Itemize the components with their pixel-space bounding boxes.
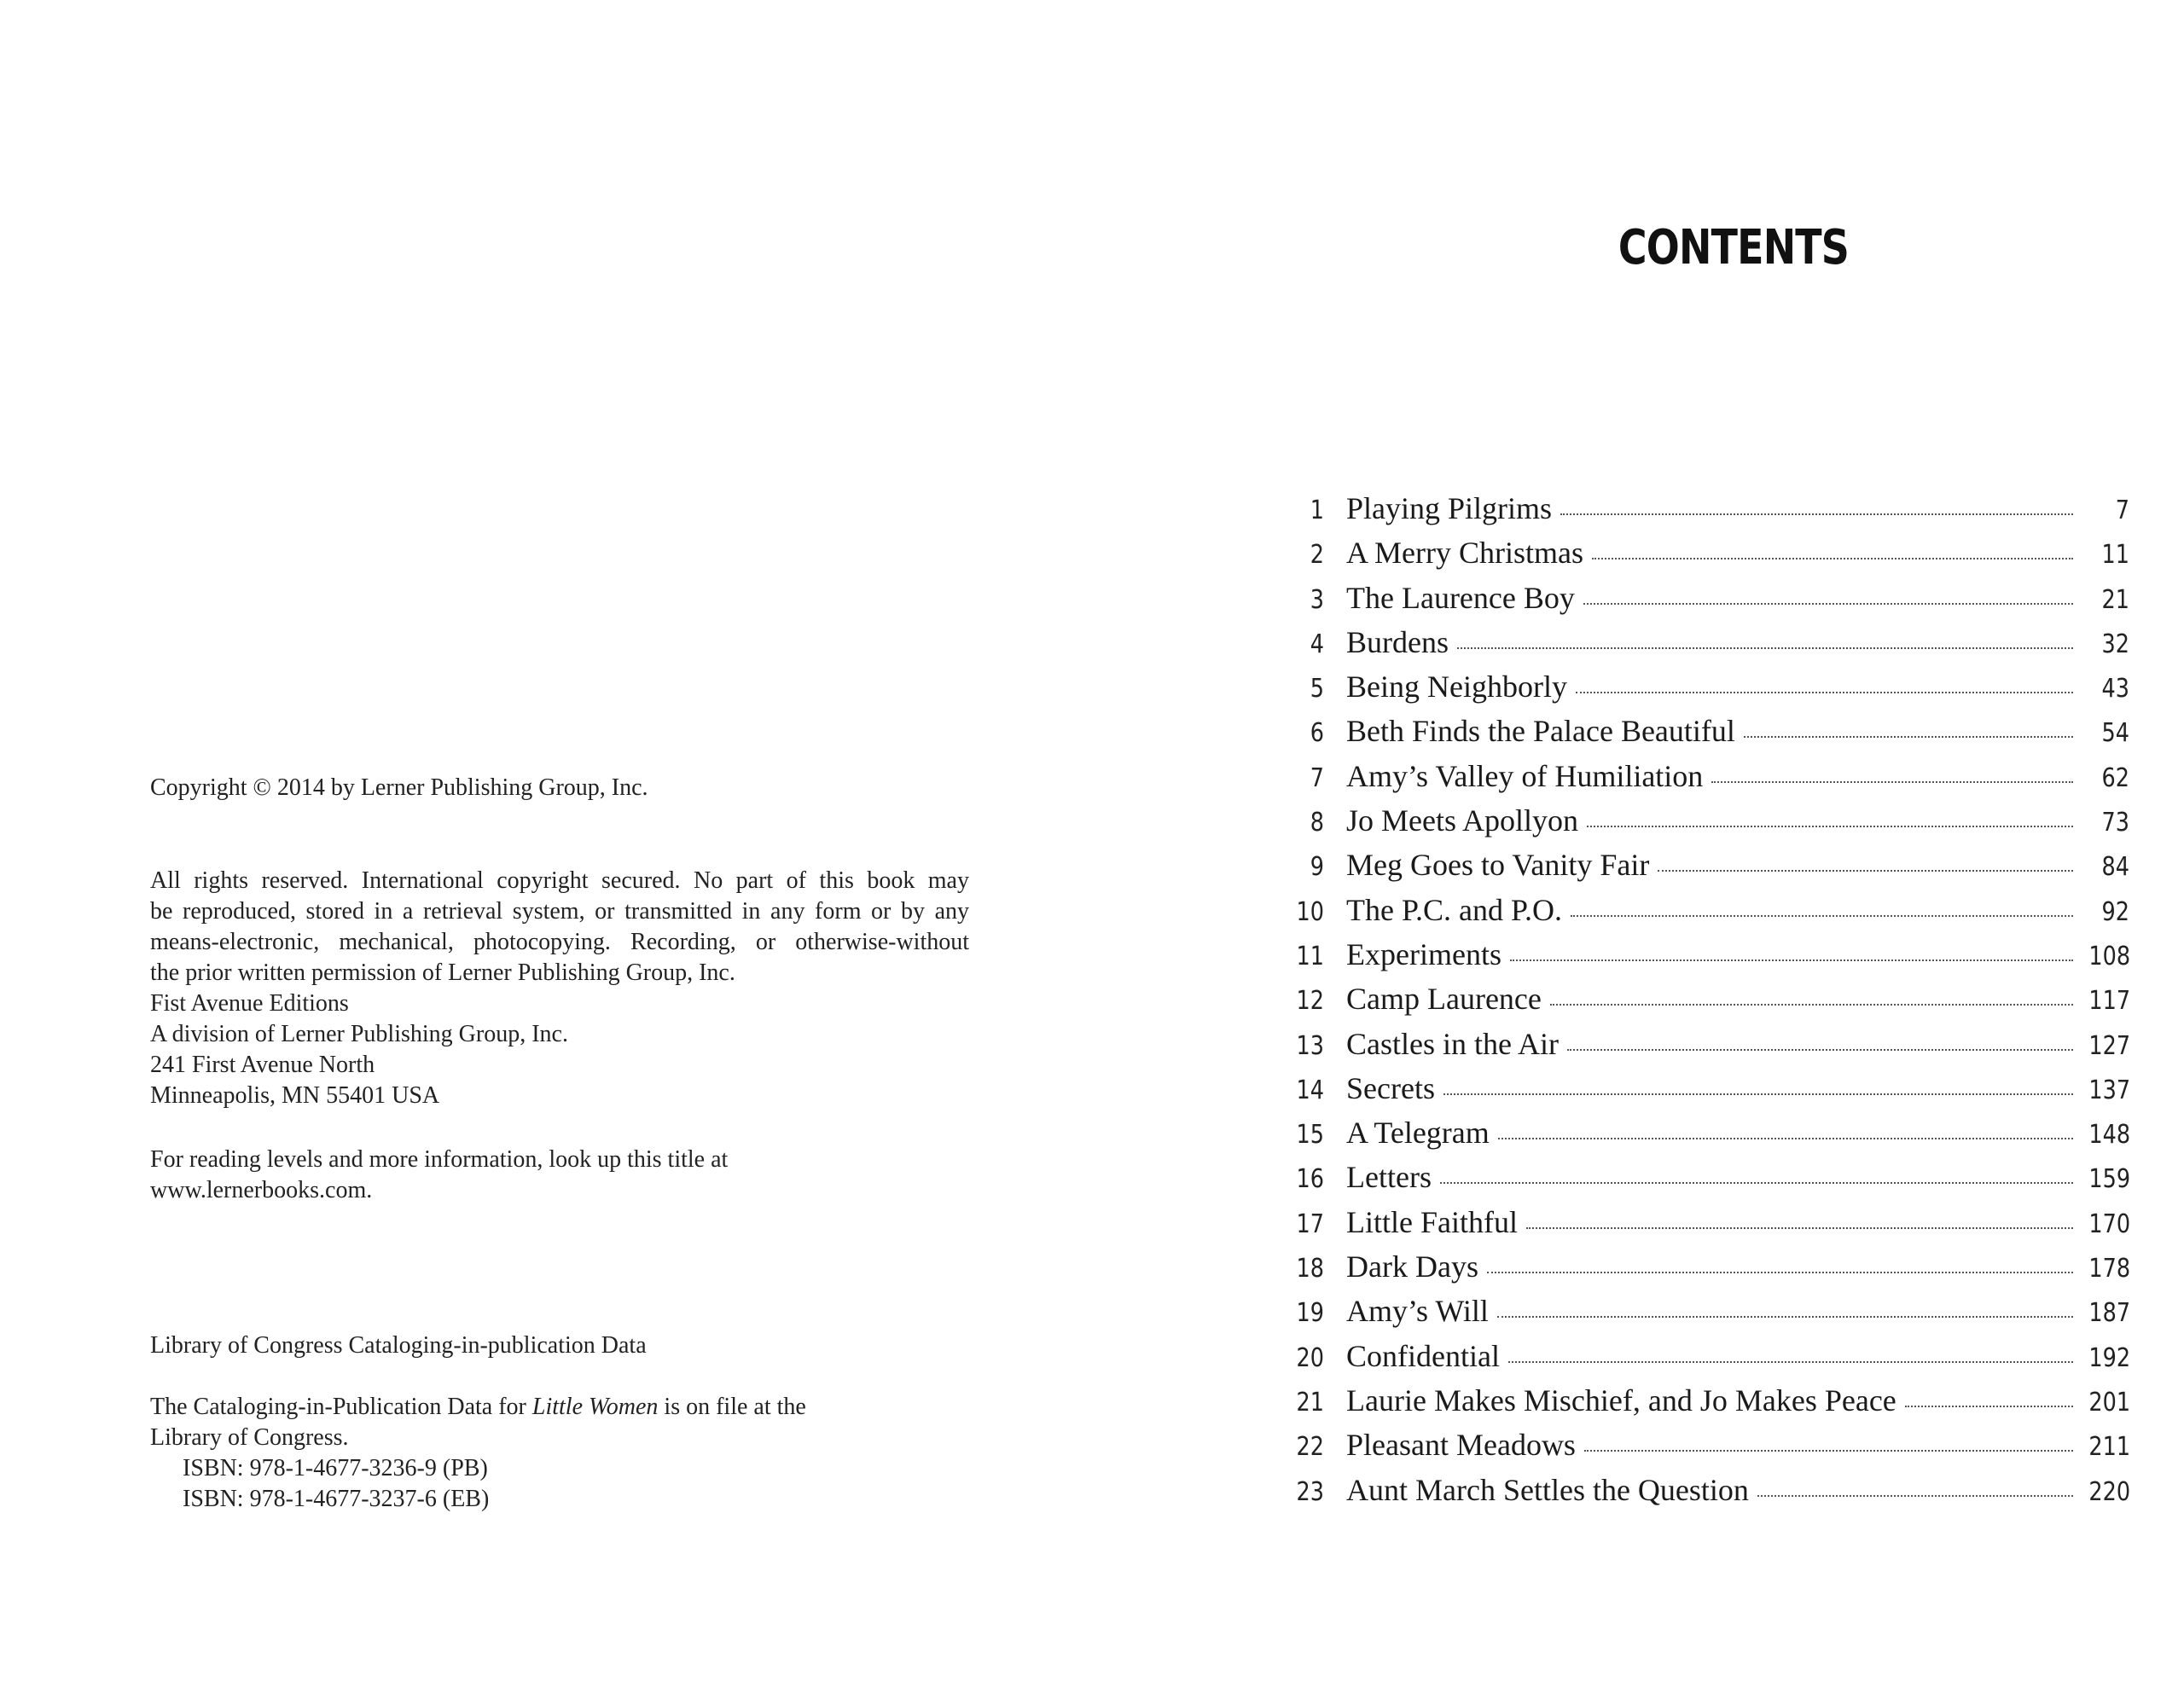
chapter-title[interactable]: Confidential — [1346, 1338, 1500, 1373]
dot-leader — [1571, 913, 2073, 917]
dot-leader — [1497, 1313, 2073, 1318]
toc-entry[interactable] — [1276, 624, 2129, 669]
page-number: 192 — [2088, 1342, 2131, 1373]
chapter-number: 15 — [1296, 1120, 1324, 1151]
toc-entry[interactable] — [1276, 1249, 2129, 1293]
chapter-title[interactable]: Letters — [1346, 1160, 1432, 1195]
page-number: 62 — [2101, 762, 2129, 793]
cip-heading-text: Library of Congress Cataloging-in-publication Data — [150, 1332, 647, 1359]
publisher-division: A division of Lerner Publishing Group, Inc. — [150, 1021, 568, 1047]
chapter-number: 13 — [1296, 1030, 1324, 1061]
toc-entry[interactable] — [1276, 1383, 2129, 1427]
chapter-number: 22 — [1296, 1432, 1324, 1463]
contents-heading: CONTENTS — [1618, 220, 1850, 275]
dot-leader — [1757, 1493, 2073, 1497]
page-number: 178 — [2088, 1254, 2131, 1284]
chapter-number: 1 — [1310, 496, 1324, 525]
page-number: 201 — [2088, 1387, 2131, 1417]
chapter-number: 12 — [1296, 986, 1324, 1017]
chapter-number: 8 — [1310, 808, 1324, 838]
dot-leader — [1560, 511, 2073, 515]
toc-entry[interactable] — [1276, 1204, 2129, 1249]
dot-leader — [1905, 1403, 2073, 1407]
chapter-number: 9 — [1310, 852, 1324, 883]
dot-leader — [1583, 600, 2073, 605]
chapter-title[interactable]: Aunt March Settles the Question — [1346, 1472, 1749, 1507]
chapter-number: 17 — [1296, 1209, 1324, 1239]
chapter-title[interactable]: Beth Finds the Palace Beautiful — [1346, 714, 1735, 749]
chapter-title[interactable]: Playing Pilgrims — [1346, 491, 1553, 525]
chapter-number: 5 — [1310, 674, 1324, 704]
chapter-number: 4 — [1310, 629, 1324, 659]
cip-book-title: Little Women — [531, 1394, 659, 1420]
toc-entry[interactable] — [1276, 803, 2129, 847]
toc-entry[interactable] — [1276, 981, 2129, 1025]
chapter-number: 3 — [1310, 584, 1324, 615]
chapter-title[interactable]: Amy’s Will — [1346, 1294, 1489, 1329]
publisher-website: www.lernerbooks.com. — [150, 1177, 373, 1203]
toc-entry[interactable] — [1276, 847, 2129, 891]
publisher-city: Minneapolis, MN 55401 USA — [150, 1082, 440, 1109]
page-number: 7 — [2115, 496, 2129, 525]
chapter-title[interactable]: Secrets — [1346, 1070, 1435, 1105]
toc-entry[interactable] — [1276, 1427, 2129, 1471]
chapter-number: 14 — [1296, 1075, 1324, 1105]
toc-entry[interactable] — [1276, 1026, 2129, 1070]
toc-entry[interactable] — [1276, 669, 2129, 713]
chapter-title[interactable]: Castles in the Air — [1346, 1026, 1559, 1061]
page-number: 43 — [2101, 674, 2129, 704]
page-number: 127 — [2088, 1030, 2131, 1061]
chapter-title[interactable]: Meg Goes to Vanity Fair — [1346, 848, 1650, 883]
toc-entry[interactable] — [1276, 1293, 2129, 1337]
page-number: 187 — [2088, 1298, 2131, 1329]
dot-leader — [1584, 1447, 2073, 1452]
dot-leader — [1576, 689, 2073, 693]
chapter-number: 7 — [1310, 762, 1324, 793]
chapter-title[interactable]: Laurie Makes Mischief, and Jo Makes Peace — [1346, 1383, 1896, 1417]
toc-entry[interactable] — [1276, 1159, 2129, 1203]
cip-line-1 — [150, 1392, 969, 1423]
publisher-street: 241 First Avenue North — [150, 1052, 375, 1078]
dot-leader — [1567, 1046, 2073, 1051]
chapter-number: 19 — [1296, 1298, 1324, 1329]
page-number: 108 — [2088, 941, 2131, 971]
rights-line: the prior written permission of Lerner Publishing Group, Inc. — [150, 959, 735, 986]
chapter-title[interactable]: A Telegram — [1346, 1116, 1490, 1151]
toc-entry[interactable] — [1276, 1070, 2129, 1115]
chapter-title[interactable]: Dark Days — [1346, 1249, 1478, 1284]
rights-line: All rights reserved. International copyright secured. No part of this book may — [150, 867, 969, 894]
page-number: 211 — [2088, 1432, 2131, 1463]
chapter-title[interactable]: The P.C. and P.O. — [1346, 892, 1563, 927]
dot-leader — [1487, 1269, 2073, 1273]
page-number: 32 — [2101, 629, 2129, 659]
chapter-number: 6 — [1310, 718, 1324, 749]
page-number: 137 — [2088, 1075, 2131, 1105]
table-of-contents — [1276, 490, 2129, 1516]
page-number: 170 — [2088, 1209, 2131, 1239]
page-number: 11 — [2101, 540, 2129, 571]
dot-leader — [1443, 1091, 2073, 1095]
dot-leader — [1592, 555, 2073, 559]
dot-leader — [1587, 823, 2073, 827]
dot-leader — [1658, 867, 2073, 872]
cip-heading — [150, 1330, 969, 1361]
chapter-number: 16 — [1296, 1164, 1324, 1195]
rights-statement — [150, 866, 969, 1111]
page-number: 220 — [2088, 1476, 2131, 1507]
chapter-title[interactable]: Burdens — [1346, 624, 1449, 659]
chapter-title[interactable]: Amy’s Valley of Humiliation — [1346, 758, 1704, 793]
cip-prefix: The Cataloging-in-Publication Data for — [150, 1394, 532, 1420]
toc-entry[interactable] — [1276, 892, 2129, 936]
contents-page — [1092, 0, 2184, 1687]
page-number: 148 — [2088, 1120, 2131, 1151]
chapter-title[interactable]: Camp Laurence — [1346, 982, 1542, 1017]
cip-line-2: Library of Congress. — [150, 1424, 349, 1451]
chapter-title[interactable]: A Merry Christmas — [1346, 536, 1583, 571]
chapter-number: 18 — [1296, 1254, 1324, 1284]
isbn-paperback: ISBN: 978-1-4677-3236-9 (PB) — [183, 1455, 488, 1481]
chapter-number: 10 — [1296, 896, 1324, 927]
page-number: 73 — [2101, 808, 2129, 838]
chapter-title[interactable]: Experiments — [1346, 936, 1502, 971]
cip-suffix: is on file at the — [658, 1394, 806, 1420]
toc-entry[interactable] — [1276, 580, 2129, 624]
page-number: 159 — [2088, 1164, 2131, 1195]
dot-leader — [1550, 1001, 2073, 1006]
page-number: 21 — [2101, 584, 2129, 615]
toc-entry[interactable] — [1276, 1115, 2129, 1159]
chapter-number: 2 — [1310, 540, 1324, 571]
publisher-imprint: Fist Avenue Editions — [150, 990, 349, 1017]
chapter-title[interactable]: Little Faithful — [1346, 1204, 1518, 1239]
dot-leader — [1457, 645, 2073, 649]
chapter-title[interactable]: Pleasant Meadows — [1346, 1428, 1576, 1463]
toc-entry[interactable] — [1276, 1472, 2129, 1516]
toc-entry[interactable] — [1276, 490, 2129, 535]
chapter-number: 23 — [1296, 1476, 1324, 1507]
chapter-title[interactable]: Jo Meets Apollyon — [1346, 803, 1579, 838]
chapter-number: 21 — [1296, 1387, 1324, 1417]
copyright-notice — [150, 773, 969, 803]
dot-leader — [1498, 1135, 2073, 1139]
page-number: 92 — [2101, 896, 2129, 927]
page-number: 117 — [2088, 986, 2131, 1017]
dot-leader — [1440, 1180, 2073, 1184]
reading-info-line: For reading levels and more information, look up this title at — [150, 1146, 729, 1173]
rights-line: be reproduced, stored in a retrieval system, or transmitted in any form or by any — [150, 898, 969, 925]
page-number: 54 — [2101, 718, 2129, 749]
toc-entry[interactable] — [1276, 535, 2129, 579]
dot-leader — [1711, 779, 2073, 783]
dot-leader — [1526, 1225, 2073, 1229]
chapter-number: 20 — [1296, 1342, 1324, 1373]
toc-entry[interactable] — [1276, 713, 2129, 757]
page-number: 84 — [2101, 852, 2129, 883]
cip-statement — [150, 1392, 969, 1515]
reading-info — [150, 1145, 969, 1206]
copyright-line: Copyright © 2014 by Lerner Publishing Group, Inc. — [150, 774, 648, 801]
rights-line: means-electronic, mechanical, photocopying. Recording, or otherwise-without — [150, 929, 969, 955]
dot-leader — [1510, 957, 2073, 961]
toc-entry[interactable] — [1276, 758, 2129, 803]
toc-entry[interactable] — [1276, 1338, 2129, 1383]
isbn-ebook: ISBN: 978-1-4677-3237-6 (EB) — [183, 1486, 490, 1512]
chapter-number: 11 — [1296, 941, 1324, 971]
chapter-title[interactable]: Being Neighborly — [1346, 670, 1567, 704]
chapter-title[interactable]: The Laurence Boy — [1346, 580, 1575, 615]
toc-entry[interactable] — [1276, 936, 2129, 981]
dot-leader — [1508, 1359, 2073, 1363]
dot-leader — [1744, 733, 2073, 738]
